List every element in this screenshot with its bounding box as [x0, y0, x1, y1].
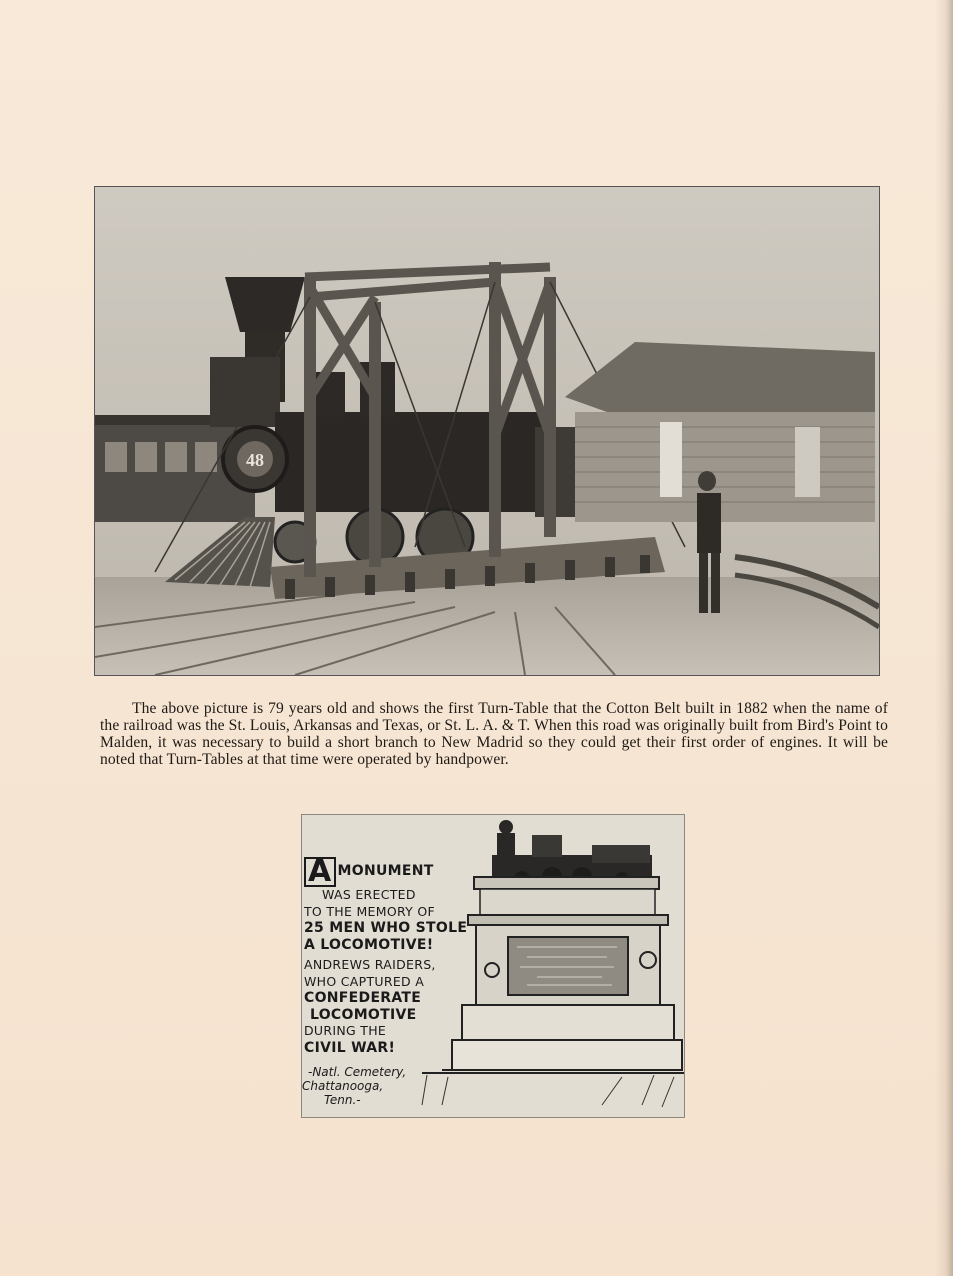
page-edge-shadow	[935, 0, 953, 1276]
cartoon-line: TO THE MEMORY OF	[304, 903, 435, 919]
cartoon-line: DURING THE	[304, 1023, 387, 1038]
locomotive-number: 48	[246, 450, 264, 470]
drop-cap-initial: A	[304, 857, 336, 887]
cartoon-caption	[304, 854, 474, 1056]
cartoon-line: CONFEDERATE	[304, 990, 422, 1006]
monument-cartoon	[301, 814, 685, 1118]
cartoon-line: WAS ERECTED	[322, 887, 416, 902]
cartoon-line: LOCOMOTIVE	[310, 1006, 417, 1023]
attribution-line: Tenn.-	[324, 1093, 361, 1107]
cartoon-line: MONUMENT	[337, 863, 434, 879]
cartoon-line: CIVIL WAR!	[304, 1039, 396, 1056]
turntable-photo	[94, 186, 880, 676]
cartoon-line: A LOCOMOTIVE!	[304, 936, 434, 953]
cartoon-line: WHO CAPTURED A	[304, 973, 425, 989]
cartoon-line: ANDREWS RAIDERS,	[304, 957, 436, 972]
cartoon-line: 25 MEN WHO STOLE	[304, 920, 468, 936]
cartoon-attribution	[302, 1065, 427, 1107]
attribution-line: -Natl. Cemetery,	[308, 1065, 407, 1079]
attribution-line: Chattanooga,	[302, 1079, 384, 1093]
photo-caption: The above picture is 79 years old and shows the first Turn-Table that the Cotton Belt built in 1882 when the name of the railroad was the St. Louis, Arkansas and Texas, or St. L. A. & T. When this road was originally built from Bird's Point to Malden, it was necessary to build a short branch to New Madrid so they could get their first order of engines. It will be noted that Turn-Tables at that time were operated by handpower.	[100, 699, 888, 768]
